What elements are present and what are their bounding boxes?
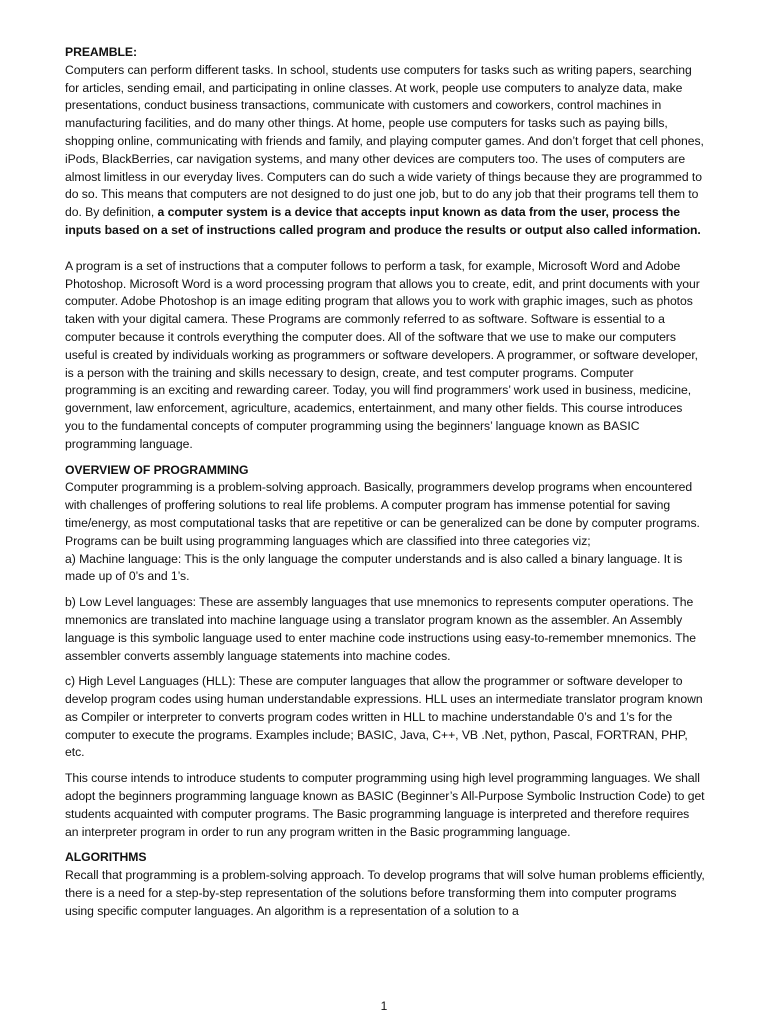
item-machine-language: a) Machine language: This is the only language the computer understands and is also called a binary language. It is made up of 0’s and 1’s. (65, 551, 683, 584)
preamble-paragraph-2: A program is a set of instructions that a computer follows to perform a task, for example, Microsoft Word and Adobe Photoshop. Microsoft Word is a word processing program that allows you to create, edit, and print documents with your computer. Adobe Photoshop is an image editing program that allows you to work with graphic images, such as photos taken with your digital camera. These Programs are commonly referred to as software. Software is essential to a computer because it controls everything the computer does. All of the software that we use to make our computers useful is created by individuals working as programmers or software developers. A programmer, or software developer, is a person with the training and skills necessary to design, create, and test computer programs. Computer programming is an exciting and rewarding career. Today, you will find programmers’ work used in business, medicine, government, law enforcement, agriculture, academics, entertainment, and many other fields. This course introduces you to the fundamental concepts of computer programming using the beginners’ language known as BASIC programming language. (65, 258, 700, 451)
preamble-paragraph-1 (65, 62, 705, 240)
course-paragraph: This course intends to introduce students to computer programming using high level programming languages. We shall adopt the beginners programming language known as BASIC (Beginner’s All-Purpose Symbolic Instruction Code) to get students acquainted with computer programs. The Basic programming language is interpreted and therefore requires an interpreter program in order to run any program written in the Basic programming language. (65, 771, 705, 839)
preamble-heading: PREAMBLE: (65, 45, 137, 59)
computer-system-definition: a computer system is a device that accepts input known as data from the user, process the inputs based on a set of instructions called program and produce the results or output also called information. (65, 205, 701, 237)
page-number: 1 (380, 999, 388, 1013)
document-page (65, 44, 705, 921)
preamble-paragraph-1-text: Computers can perform different tasks. In school, students use computers for tasks such as writing papers, searching for articles, sending email, and participating in online classes. At work, people use computers to analyze data, make presentations, conduct business transactions, communicate with customers and coworkers, control machines in manufacturing facilities, and do many other things. At home, people use computers for tasks such as paying bills, shopping online, communicating with friends and family, and playing computer games. And don’t forget that cell phones, iPods, BlackBerries, car navigation systems, and many other devices are computers too. The uses of computers are almost limitless in our everyday lives. Computers can do such a wide variety of things because they are programmed to do so. This means that computers are not designed to do just one job, but to do any job that their programs tell them to do. By definition, (65, 62, 704, 220)
overview-heading: OVERVIEW OF PROGRAMMING (65, 462, 249, 477)
item-high-level-languages: c) High Level Languages (HLL): These are computer languages that allow the programmer or software developer to develop program codes using human understandable expressions. HLL uses an intermediate translator program known as Compiler or interpreter to converts program codes written in HLL to machine understandable 0’s and 1’s for the computer to execute the programs. Examples include; BASIC, Java, C++, VB .Net, python, Pascal, FORTRAN, PHP, etc. (65, 674, 703, 760)
algorithms-heading: ALGORITHMS (65, 850, 147, 865)
algorithms-intro: Recall that programming is a problem-solving approach. To develop programs that will solve human problems efficiently, there is a need for a step-by-step representation of the solutions before transforming them into computer programs using specific computer languages. An algorithm is a representation of a solution to a (65, 868, 705, 918)
overview-intro: Computer programming is a problem-solving approach. Basically, programmers develop programs when encountered with challenges of proffering solutions to real life problems. A computer program has immense potential for saving time/energy, as most computational tasks that are repetitive or can be generalized can be done by computer programs. Programs can be built using programming languages which are classified into three categories viz; (65, 480, 700, 548)
item-low-level-languages: b) Low Level languages: These are assembly languages that use mnemonics to represents computer operations. The mnemonics are translated into machine language using a translator program known as the assembler. An Assembly language is this symbolic language used to enter machine code instructions using easy-to-remember mnemonics. The assembler converts assembly language statements into machine codes. (65, 595, 696, 663)
